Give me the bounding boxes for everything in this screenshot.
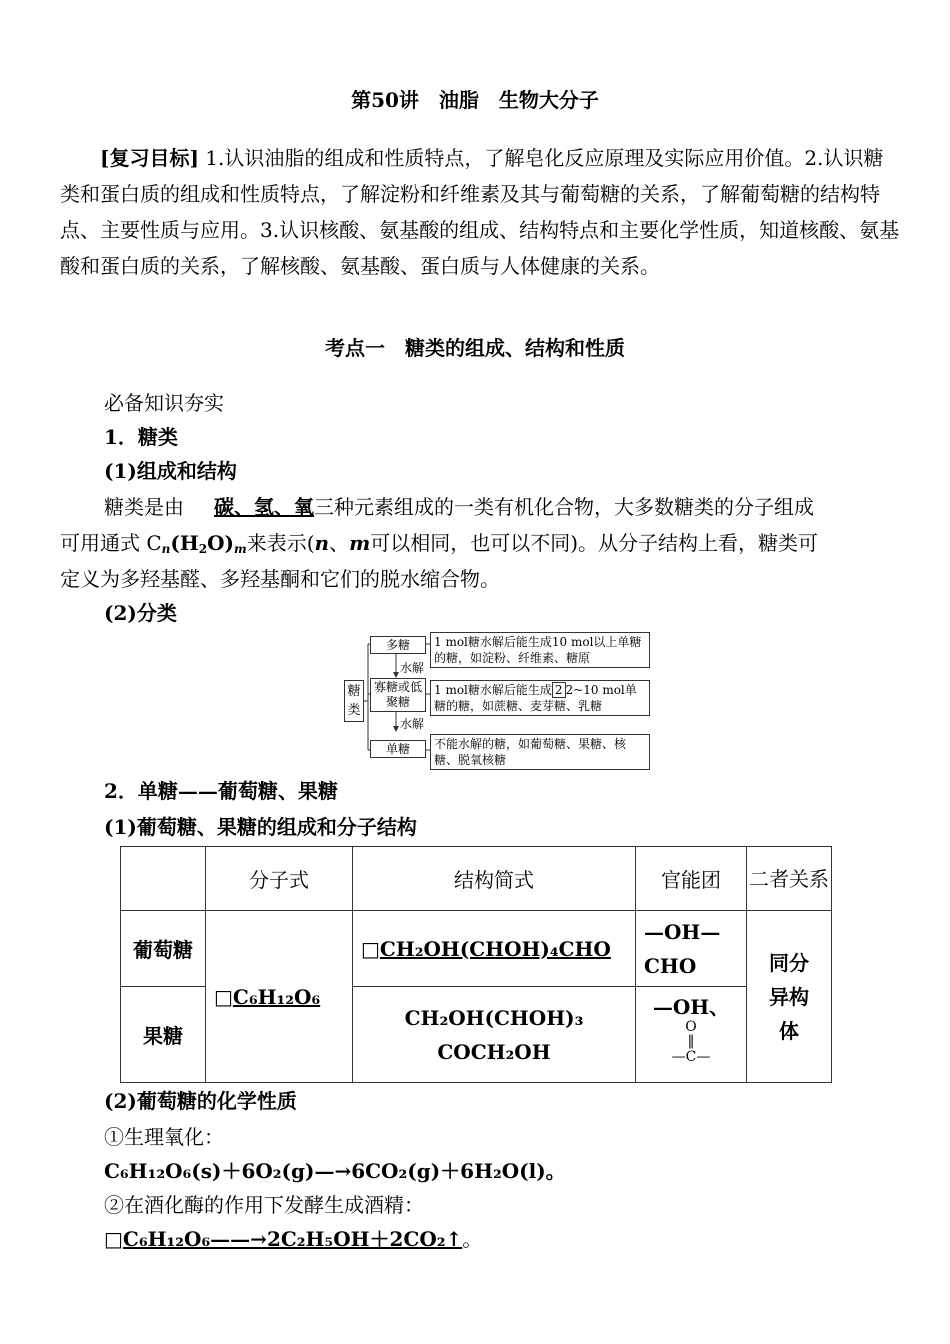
fructose-structure-2: COCH₂OH — [437, 1039, 551, 1064]
blank-box: □ — [104, 1227, 123, 1251]
heading-2-2: (2)葡萄糖的化学性质 — [104, 1089, 297, 1113]
glucose-structure: CH₂OH(CHOH)₄CHO — [379, 936, 611, 961]
formula-c: 可用通式 C — [60, 531, 162, 555]
header-structure: 结构简式 — [353, 847, 636, 911]
diagram-mono: 单糖 — [370, 740, 426, 758]
header-formula: 分子式 — [206, 847, 353, 911]
carbonyl-o: O — [685, 1019, 697, 1035]
heading-1-1: (1)组成和结构 — [104, 459, 237, 483]
prop1-label: ①生理氧化： — [104, 1125, 224, 1149]
fructose-groups-cell — [636, 987, 747, 1083]
diagram-oligo-desc — [430, 680, 650, 716]
header-groups: 官能团 — [636, 847, 747, 911]
prop2-label: ②在酒化酶的作用下发酵生成酒精： — [104, 1193, 424, 1217]
section-title: 考点一 糖类的组成、结构和性质 — [325, 336, 625, 360]
formula-post: 来表示( — [246, 531, 315, 555]
fructose-name: 果糖 — [121, 987, 206, 1083]
diagram-poly-desc: 1 mol糖水解后能生成10 mol以上单糖的糖，如淀粉、纤维素、糖原 — [430, 632, 650, 668]
prop2-equation: C₆H₁₂O₆——→2C₂H₅OH＋2CO₂↑ — [122, 1227, 463, 1251]
glucose-structure-cell — [353, 911, 636, 987]
knowledge-label: 必备知识夯实 — [104, 391, 224, 415]
heading-1-2: (2)分类 — [104, 601, 177, 625]
header-relation: 二者关系 — [747, 847, 832, 911]
diagram-root: 糖类 — [344, 680, 364, 722]
heading-2: 2．单糖——葡萄糖、果糖 — [104, 779, 338, 803]
carbonyl-c: —C— — [671, 1049, 711, 1065]
formula-cell — [206, 911, 353, 1083]
oligo-desc-pre: 1 mol糖水解后能生成 — [434, 683, 552, 697]
fructose-structure-cell — [353, 987, 636, 1083]
diagram-poly: 多糖 — [370, 636, 426, 654]
formula-m: m — [234, 542, 247, 556]
oligo-num: 2 — [552, 682, 566, 698]
composition-line2 — [60, 528, 818, 564]
var-n: n — [314, 531, 330, 555]
glucose-fructose-table — [120, 846, 832, 1083]
heading-2-1: (1)葡萄糖、果糖的组成和分子结构 — [104, 815, 417, 839]
glucose-name: 葡萄糖 — [121, 911, 206, 987]
sep: 、 — [329, 531, 350, 555]
heading-1: 1．糖类 — [104, 425, 178, 449]
blank-box: □ — [361, 936, 380, 961]
diagram-oligo: 寡糖或低聚糖 — [370, 678, 426, 712]
formula-h: (H — [170, 531, 199, 555]
composition-pre: 糖类是由 — [104, 495, 184, 519]
formula-n: n — [161, 542, 171, 556]
blank-box: □ — [214, 984, 233, 1009]
formula-o: O) — [207, 531, 235, 555]
formula-2: 2 — [198, 542, 208, 556]
diagram-hydro1: 水解 — [400, 661, 425, 675]
fructose-structure-1: CH₂OH(CHOH)₃ — [404, 1005, 584, 1030]
relation: 同分异构体 — [747, 911, 832, 1083]
diagram-mono-desc: 不能水解的糖，如葡萄糖、果糖、核糖、脱氧核糖 — [430, 734, 650, 770]
formula-value: C₆H₁₂O₆ — [232, 984, 321, 1009]
composition-line3: 定义为多羟基醛、多羟基酮和它们的脱水缩合物。 — [60, 567, 500, 591]
diagram-hydro2: 水解 — [400, 717, 425, 731]
carbonyl-bond: ‖ — [687, 1033, 695, 1049]
prop1-equation: C₆H₁₂O₆(s)＋6O₂(g)—→6CO₂(g)＋6H₂O(l)。 — [104, 1159, 566, 1183]
page-title: 第50讲 油脂 生物大分子 — [351, 88, 599, 112]
prop2-equation-line — [104, 1224, 482, 1254]
var-m: m — [349, 531, 371, 555]
fructose-groups: —OH、 — [652, 995, 730, 1019]
glucose-groups: —OH—CHO — [636, 911, 747, 987]
oligo-desc-post: 2~10 mol单糖的糖，如蔗糖、麦芽糖、乳糖 — [434, 683, 637, 713]
sugar-classification-diagram — [344, 630, 652, 772]
review-objectives — [60, 140, 902, 284]
prop2-end: 。 — [462, 1227, 483, 1251]
table-corner — [121, 847, 206, 911]
review-label: [复习目标] — [100, 146, 199, 170]
review-text: 1.认识油脂的组成和性质特点，了解皂化反应原理及实际应用价值。2.认识糖类和蛋白质的组成和性质特点，了解淀粉和纤维素及其与葡萄糖的关系，了解葡萄糖的结构特点、主要性质与应用。3.认识核酸、氨基酸的组成、结构特点和主要化学性质，知道核酸、氨基酸和蛋白质的关系，了解核酸、氨基酸、蛋白质与人体健康的关系。 — [60, 146, 900, 278]
composition-answer: 碳、氢、氧 — [214, 495, 314, 519]
line2-end: 可以相同，也可以不同)。从分子结构上看，糖类可 — [370, 531, 819, 555]
composition-line1 — [104, 492, 814, 522]
composition-post: 三种元素组成的一类有机化合物，大多数糖类的分子组成 — [314, 495, 814, 519]
